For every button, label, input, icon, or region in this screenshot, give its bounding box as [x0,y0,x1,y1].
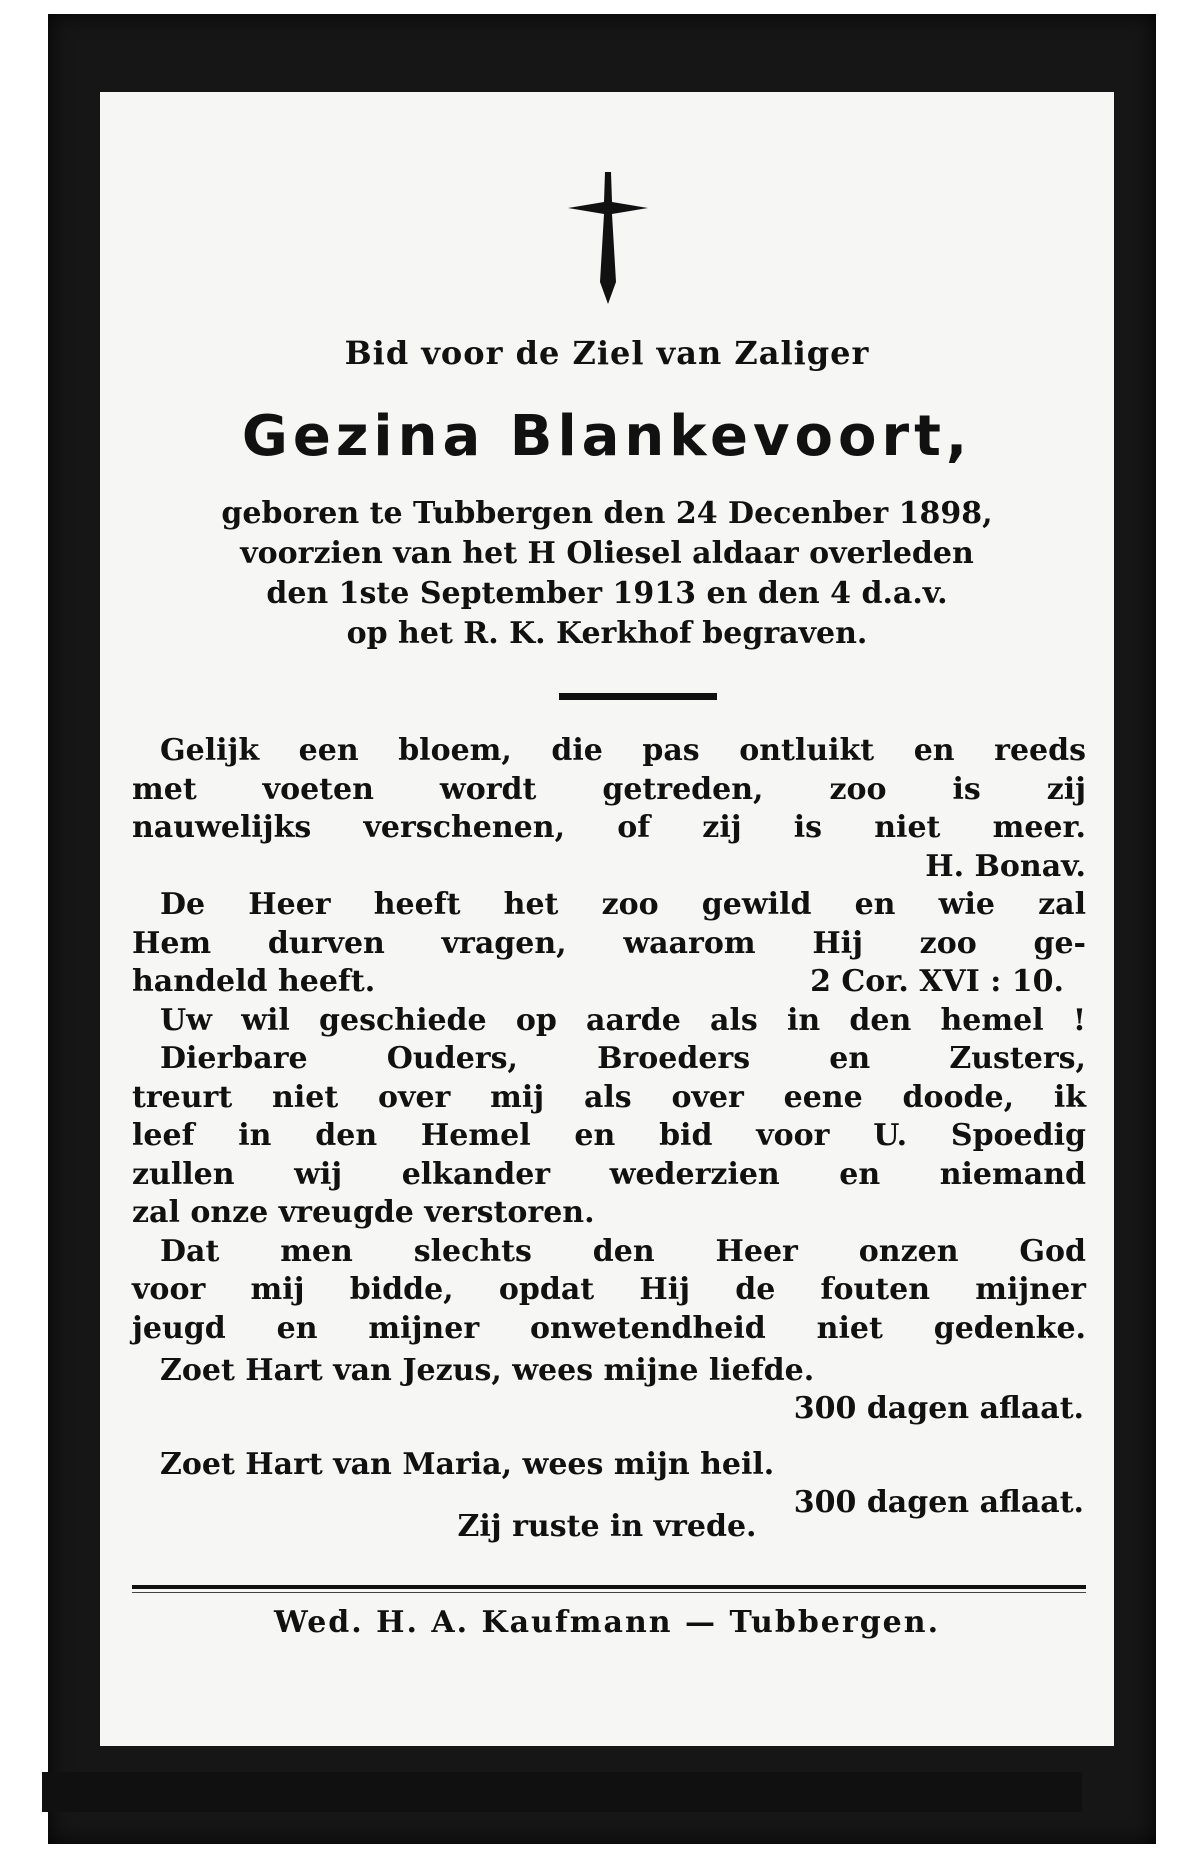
verse-line: Hem durven vragen, waarom Hij zoo ge- [132,925,1086,961]
footer-rule-thin [132,1592,1086,1593]
divider [559,693,717,700]
verse-line: met voeten wordt getreden, zoo is zij [132,771,1086,807]
indulgence-line: 300 dagen aflaat. [793,1391,1084,1426]
verse-line: treurt niet over mij als over eene doode, ik [132,1079,1086,1115]
cross-icon [568,172,648,304]
prayer-line: Zoet Hart van Maria, wees mijn heil. [160,1447,775,1482]
verse-line [132,963,1086,1002]
verse-line: Dierbare Ouders, Broeders en Zusters, [160,1041,1086,1076]
prayer-line: Zoet Hart van Jezus, wees mijne liefde. [160,1353,815,1388]
verse-line: leef in den Hemel en bid voor U. Spoedig [132,1118,1086,1153]
bio-block [128,494,1086,654]
verse-line: nauwelijks verschenen, of zij is niet meer. [132,810,1086,845]
verse-source: 2 Cor. XVI : 10. [810,964,1064,999]
verses-block [132,732,1086,1348]
verse-line: zullen wij elkander wederzien en niemand [132,1156,1086,1192]
verse-line: Uw wil geschiede op aarde als in den hemel ! [160,1002,1086,1038]
bio-line: geboren te Tubbergen den 24 Decenber 1898, [221,496,993,531]
memorial-card [48,14,1156,1844]
indulgence-line: 300 dagen aflaat. [793,1485,1084,1520]
card-paper [100,92,1114,1746]
footer-rule [132,1585,1086,1589]
deceased-name: Gezina Blankevoort, [241,404,973,469]
bio-line: den 1ste September 1913 en den 4 d.a.v. [266,576,948,611]
verse-line: voor mij bidde, opdat Hij de fouten mijner [132,1272,1086,1307]
verse-line: De Heer heeft het zoo gewild en wie zal [160,887,1086,922]
bio-line: op het R. K. Kerkhof begraven. [346,616,868,651]
verse-text: handeld heeft. [132,964,376,999]
printer-credit: Wed. H. A. Kaufmann — Tubbergen. [273,1605,941,1640]
verse-line: Dat men slechts den Heer onzen God [160,1233,1086,1269]
verse-line: jeugd en mijner onwetendheid niet gedenke. [132,1310,1086,1346]
bio-line: voorzien van het H Oliesel aldaar overleden [240,536,974,571]
verse-line: zal onze vreugde verstoren. [132,1195,595,1230]
verse-line: Gelijk een bloem, die pas ontluikt en reeds [160,733,1086,768]
verse-source: H. Bonav. [925,848,1086,884]
closing-line: Zij ruste in vrede. [457,1509,757,1544]
heading: Bid voor de Ziel van Zaliger [344,334,870,372]
prayers-block [160,1352,1084,1522]
